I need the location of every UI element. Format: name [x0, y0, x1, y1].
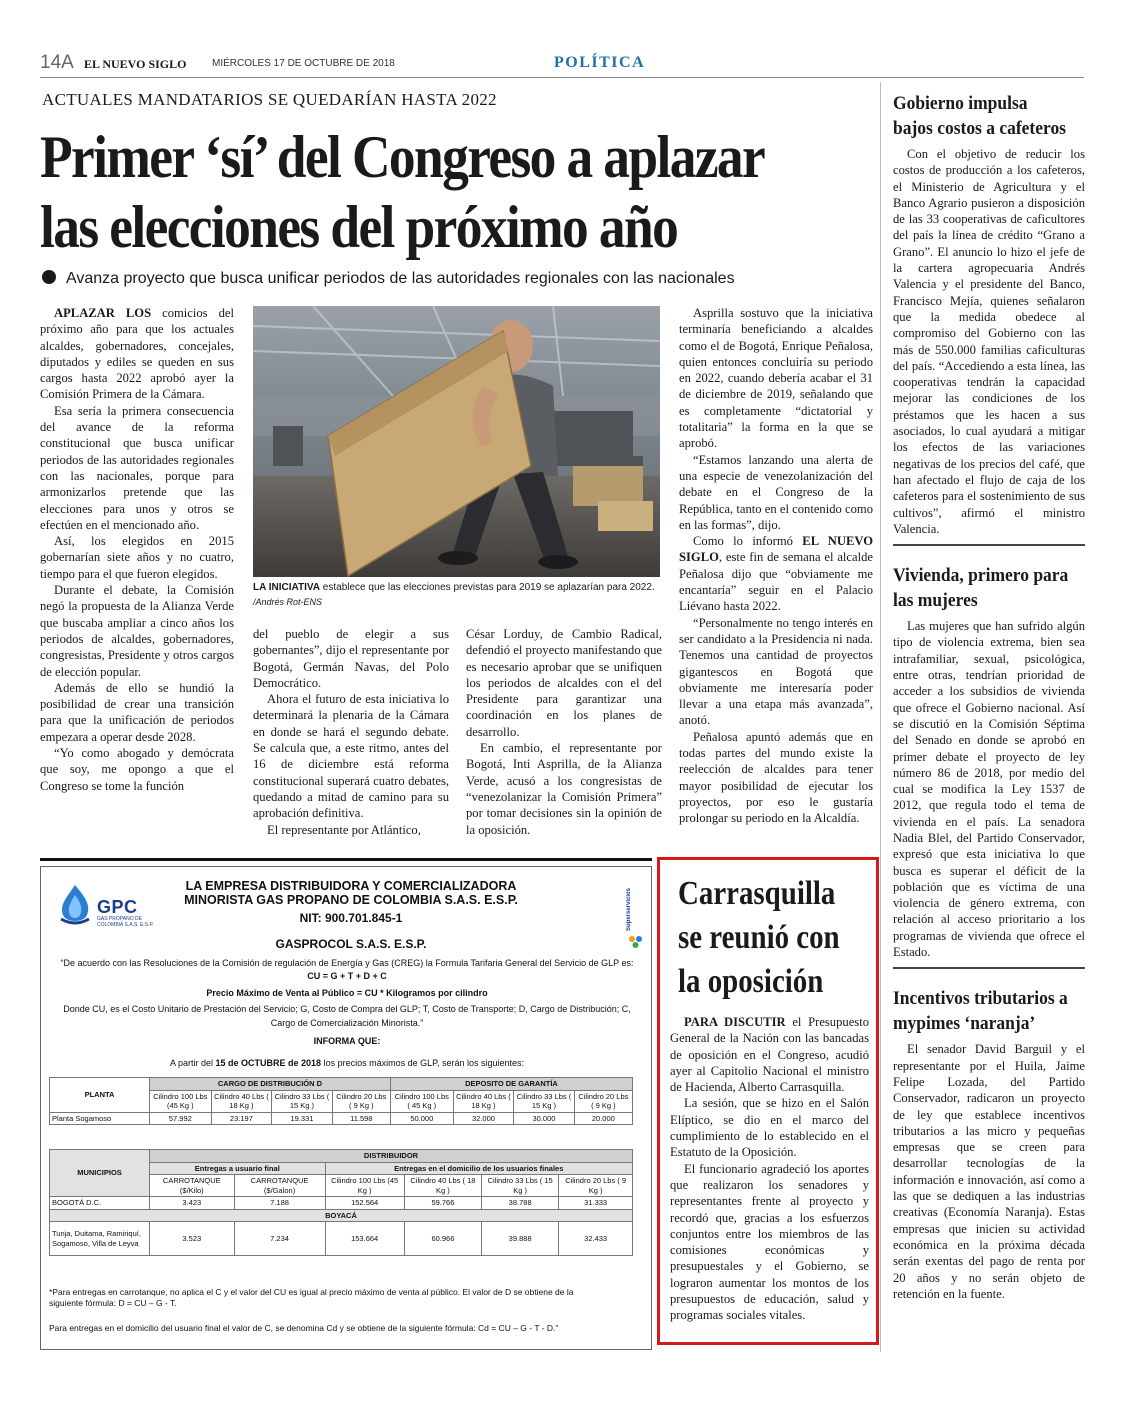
ad-definitions-2: Cargo de Comercialización Minorista.”	[270, 1018, 424, 1028]
issue-date: MIÉRCOLES 17 DE OCTUBRE DE 2018	[212, 58, 395, 69]
text: los precios máximos de GLP, serán los siguientes:	[321, 1058, 524, 1068]
paragraph-text: , este fin de semana el alcalde Peñalosa dijo que “obviamente me encantaría” seguir en el Palacio Liévano hasta 2022.	[679, 550, 873, 614]
article-column-4	[679, 305, 873, 827]
column-header: Cilindro 20 Lbs ( 9 Kg )	[559, 1175, 633, 1197]
brief-title: Vivienda, primero para las mujeres	[893, 565, 1069, 612]
paragraph: El funcionario agradeció los aportes que realizaron los senadores y representantes frente al proyecto y recordó que, gracias a los esfuerzos conjuntos entre los miembros de las comisiones económicas y presupuestales y el Gobierno, se lograron aumentar los montos de los presupuestos de educación, salud y programas sociales vitales.	[670, 1161, 869, 1323]
brief-separator	[893, 544, 1085, 546]
photo-credit: /Andrés Rot-ENS	[253, 597, 323, 607]
column-header: Cilindro 40 Lbs ( 18 Kg )	[453, 1090, 514, 1112]
paragraph: Durante el debate, la Comisión negó la propuesta de la Alianza Verde que buscaba ampliar a cinco años los periodos de alcaldes, gobernadores, congresistas, Presidente y otros cargos de elección popular.	[40, 583, 234, 679]
paragraph: La sesión, que se hizo en el Salón Elíptico, se dio en el marco del cumplimiento de lo establecido en el Estatuto de la Oposición.	[670, 1096, 869, 1160]
subhead-text: Avanza proyecto que busca unificar periodos de las autoridades regionales con las nacionales	[66, 270, 735, 287]
table-cell: 3.423	[150, 1197, 235, 1210]
article-column-3	[466, 626, 662, 838]
brief-tax-incentives	[893, 977, 1085, 1302]
boxed-article	[657, 857, 879, 1345]
table-cell: 7.188	[234, 1197, 325, 1210]
article-column-1	[40, 305, 234, 794]
paragraph: Esa sería la primera consecuencia del avance de la reforma constitucional que busca unificar periodos de las autoridades regionales con las nacionales, porque para armonizarlos pretende que las elecciones para unos y otros se efectúen en el mencionado año.	[40, 403, 234, 532]
headline-line-2: las elecciones del próximo año	[40, 194, 678, 260]
ad-informa: INFORMA QUE:	[313, 1036, 381, 1046]
column-header: Cilindro 100 Lbs (45 Kg )	[150, 1090, 212, 1112]
logo-subtitle: GAS PROPANO DE COLOMBIA S.A.S. E.S.P.	[97, 916, 154, 928]
flame-icon	[57, 883, 93, 927]
paragraph: “Personalmente no tengo interés en ser candidato a la Presidencia ni nada. Tenemos una cantidad de proyectos gigantescos en Bogotá que obviamente me interesaría poder llevar a una etapa más avanzada”, anotó.	[679, 615, 873, 728]
table-cell: 31.333	[559, 1197, 633, 1210]
column-header: Cilindro 33 Lbs ( 15 Kg )	[482, 1175, 559, 1197]
column-header: Cilindro 33 Lbs ( 15 Kg )	[272, 1090, 333, 1112]
caption-lead: LA INICIATIVA	[253, 582, 321, 593]
table-cell: 7.234	[234, 1222, 325, 1256]
table-cell: 57.992	[150, 1112, 212, 1125]
column-header: Cilindro 20 Lbs ( 9 Kg )	[332, 1090, 390, 1112]
page-header	[40, 52, 1084, 78]
brief-text: Las mujeres que han sufrido algún tipo de violencia extrema, bien sea intrafamiliar, sexual, psicológica, entre otras, tendrían prioridad de acceder a los subsidios de vivienda que ofrece el Gobierno nacional. Así se discutió en la Comisión Séptima del Senado en donde se aprobó en primer debate el proyecto de ley número 86 de 2018, por medio del cual se modifica la Ley 1537 de 2012, que regula todo el tema de vivienda en el país. La senadora Nadia Blel, del Partido Conservador, expresó que esta iniciativa lo que busca es superar el déficit de la población que es víctima de una violencia de género extrema, con relación al acceso prioritario a los programas de vivienda que ofrece el Estado.	[893, 619, 1085, 960]
photo-illustration	[253, 306, 660, 577]
heading-line: MINORISTA GAS PROPANO DE COLOMBIA S.A.S. E.S.P.	[184, 893, 518, 907]
table-cell: 11.598	[332, 1112, 390, 1125]
row-label: Planta Sogamoso	[50, 1112, 150, 1125]
table-cell: 3.523	[150, 1222, 235, 1256]
text: A partir del	[169, 1058, 216, 1068]
table-row	[50, 1112, 633, 1125]
paragraph: Asprilla sostuvo que la iniciativa terminaría beneficiando a alcaldes como el de Bogotá, Enrique Peñalosa, quien entonces concluiría su periodo en 2022, cuando debería acabar el 31 de diciembre de 2019, señalando que es completamente “dictatorial y totalitaria” la forma en la que se aprobó.	[679, 306, 873, 451]
column-header: Cilindro 100 Lbs (45 Kg )	[325, 1175, 404, 1197]
table-cell: 19.331	[272, 1112, 333, 1125]
ad-note-1	[49, 1287, 643, 1309]
table-header: Entregas en el domicilio de los usuarios finales	[325, 1162, 632, 1175]
ad-company: GASPROCOL S.A.S. E.S.P.	[275, 937, 427, 951]
paragraph: Ahora el futuro de esta iniciativa lo determinará la plenaria de la Cámara en donde se hará el segundo debate. Se calcula que, a este ritmo, antes del 16 de diciembre está reforma constitucional superará cuatro debates, quedando a mitad de camino para su aprobación definitiva.	[253, 692, 449, 821]
table-cell: 152.564	[325, 1197, 404, 1210]
brief-separator	[893, 967, 1085, 969]
table-header: Entregas a usuario final	[150, 1162, 326, 1175]
ad-note-2: Para entregas en el domicilio del usuario final el valor de C, se denomina Cd y se obtiene de la siguiente fórmula: Cd = CU – G - T - D.”	[49, 1323, 559, 1333]
logo-name: GPC	[97, 897, 138, 917]
newspaper-name: EL NUEVO SIGLO	[84, 57, 187, 71]
caption-text: establece que las elecciones previstas para 2019 se aplazarían para 2022.	[320, 582, 655, 593]
paragraph	[670, 1014, 869, 1095]
title-line: Carrasquilla	[678, 875, 836, 912]
heading-line: LA EMPRESA DISTRIBUIDORA Y COMERCIALIZADORA	[185, 879, 517, 893]
row-label: BOGOTÁ D.C.	[50, 1197, 150, 1210]
note-line: *Para entregas en carrotanque, no aplica el C y el valor del CU es igual al precio máximo de venta al público. El valor de D se obtiene de la	[49, 1287, 574, 1297]
paragraph: Así, los elegidos en 2015 gobernarían siete años y no cuatro, tiempo para el que fueron elegidos.	[40, 534, 234, 581]
gas-price-notice	[40, 866, 652, 1350]
superservicios-text: Superservicios	[626, 887, 632, 931]
effective-date: 15 de OCTUBRE de 2018	[215, 1058, 322, 1068]
paragraph: “Yo como abogado y demócrata que soy, me opongo a que el Congreso se tome la función	[40, 746, 234, 793]
column-header: Cilindro 33 Lbs ( 15 Kg )	[514, 1090, 575, 1112]
paragraph: César Lorduy, de Cambio Radical, defendió el proyecto manifestando que es necesario aprobar que se unifiquen los periodos de alcaldes con el del Presidente para garantizar una coordinación en los planes de desarrollo.	[466, 627, 662, 739]
page-number: 14A	[40, 52, 74, 73]
paragraph-text: el Presupuesto General de la Nación con las bancadas de oposición en el Congreso, acudió ayer al Capitolio Nacional el ministro de Hacienda, Alberto Carrasquilla.	[670, 1015, 869, 1095]
paragraph: Peñalosa apuntó además que en todas partes del mundo existe la reelección de alcaldes para tener mayor posibilidad de ejecutar los proyectos, por eso le gustaría prolongar su periodo en la Alcaldía.	[679, 729, 873, 826]
headline-line-1: Primer ‘sí’ del Congreso a aplazar	[40, 124, 765, 190]
section-name: POLÍTICA	[554, 54, 646, 71]
region-header: BOYACÁ	[50, 1209, 633, 1222]
paragraph: El representante por Atlántico,	[267, 822, 421, 837]
brief-title: Incentivos tributarios a mypimes ‘naranja’	[893, 988, 1068, 1035]
paragraph-text: comicios del próximo año para que los actuales alcaldes, gobernadores, concejales, diputados y ediles se queden en sus cargos hasta 2022 aprobó ayer la Comisión Primera de la Cámara.	[40, 306, 234, 402]
article-photo	[253, 306, 660, 577]
table-cell: 59.766	[404, 1197, 481, 1210]
brief-title: Gobierno impulsa bajos costos a cafeteros	[893, 93, 1066, 139]
sidebar-briefs	[880, 82, 1085, 1352]
ad-date-line	[47, 1057, 647, 1069]
brief-text: El senador David Barguil y el representante por el Huila, Jaime Felipe Lozada, del Partido Conservador, radicaron un proyecto de ley que establece incentivos tributarios a las micro y pequeñas empresas que se creen para desarrollar tecnologías de la información e innovación, así como a las que se dediquen a las industrias creativas (Economía Naranja). Estas empresas que inicien su actividad económica en la próxima década serán exentas del pago de renta por 20 años y no serán objeto de retención en la fuente.	[893, 1042, 1085, 1301]
table-cell: 60.966	[404, 1222, 481, 1256]
article-subhead	[42, 270, 872, 288]
lead-in: PARA DISCUTIR	[684, 1015, 786, 1029]
photo-caption	[253, 581, 660, 610]
note-line: siguiente fórmula: D = CU – G - T.	[49, 1298, 177, 1308]
table-header: DEPOSITO DE GARANTÍA	[390, 1078, 632, 1091]
column-header: Cilindro 40 Lbs ( 18 Kg )	[404, 1175, 481, 1197]
table-row	[50, 1197, 633, 1210]
title-line: se reunió con	[678, 919, 840, 956]
column-header: CARROTANQUE ($/Kilo)	[150, 1175, 235, 1197]
table-header: PLANTA	[50, 1078, 150, 1113]
column-header: Cilindro 20 Lbs ( 9 Kg )	[574, 1090, 632, 1112]
ad-nit: NIT: 900.701.845-1	[299, 911, 403, 925]
title-line: la oposición	[678, 963, 824, 1000]
ad-intro: “De acuerdo con las Resoluciones de la Comisión de regulación de Energía y Gas (CREG) la Formula Tarifaria General del Servicio de GLP es:	[60, 958, 634, 968]
table-header: DISTRIBUIDOR	[150, 1150, 633, 1163]
table-cell: 50.000	[390, 1112, 453, 1125]
table-cell: 20.000	[574, 1112, 632, 1125]
ad-top-rule	[40, 858, 652, 861]
paragraph-text: Como lo informó	[693, 534, 803, 549]
table-cell: 38.788	[482, 1197, 559, 1210]
plant-prices-table	[49, 1077, 633, 1125]
row-label: Tunja, Duitama, Ramiriquí, Sogamoso, Villa de Leyva	[50, 1222, 150, 1256]
brief-coffee	[893, 82, 1085, 546]
ad-formula: CU = G + T + D + C	[307, 971, 387, 981]
column-header: Cilindro 40 Lbs ( 18 Kg )	[211, 1090, 272, 1112]
newspaper-mention: EL NUEVO SIGLO	[679, 534, 874, 565]
article-column-2	[253, 626, 449, 838]
table-header: CARGO DE DISTRIBUCIÓN D	[150, 1078, 391, 1091]
lead-in: APLAZAR LOS	[54, 306, 152, 320]
boxed-article-title	[678, 872, 848, 1004]
ad-heading	[161, 879, 541, 907]
brief-housing	[893, 554, 1085, 969]
superservicios-logo	[626, 877, 646, 947]
paragraph	[679, 533, 873, 614]
paragraph: “Estamos lanzando una alerta de una especie de venezolanización del debate en el Congreso de la República, tanto en el contenido como en las formas”, dijo.	[679, 452, 873, 532]
boxed-article-body	[670, 1014, 869, 1324]
superservicios-icon	[628, 935, 644, 949]
brief-text: Con el objetivo de reducir los costos de producción a los cafeteros, el Ministerio de Agricultura y el Banco Agrario pusieron a disposición de las 33 cooperativas de caficultores del país la línea de crédito “Grano a Grano”. El anuncio lo hizo el jefe de la cartera agropecuaria Andrés Valencia y el presidente del Banco, Francisco Mejía, quienes señalaron que la medida obedece al compromiso del Gobierno con las más de 550.000 familias caficulturas del país. “Accediendo a esta línea, las cooperativas tendrán la capacidad mejorar las condiciones de los préstamos que les hacen a sus asociados, lo cual ayudará a mitigar los efectos de las variaciones negativas de los precios del café, que han afectado el flujo de caja de los cafeteros para el sostenimiento de sus cultivos”, afirmó el ministro Valencia.	[893, 147, 1085, 536]
article-headline	[40, 122, 779, 262]
table-header: MUNICIPIOS	[50, 1150, 150, 1197]
paragraph	[40, 305, 234, 403]
table-cell: 32.433	[559, 1222, 633, 1256]
distributor-prices-table	[49, 1149, 633, 1256]
paragraph: del pueblo de elegir a sus gobernantes”, dijo el representante por Bogotá, Germán Navas, del Polo Democrático.	[253, 627, 449, 690]
gpc-logo	[57, 879, 177, 939]
table-row	[50, 1222, 633, 1256]
table-cell: 153.664	[325, 1222, 404, 1256]
paragraph: Además de ello se hundió la posibilidad de crear una transición para que la unificación de periodos empezara a operar desde 2028.	[40, 680, 234, 744]
table-cell: 32.000	[453, 1112, 514, 1125]
ad-price-formula: Precio Máximo de Venta al Público = CU * Kilogramos por cilindro	[206, 988, 488, 998]
paragraph: En cambio, el representante por Bogotá, Inti Asprilla, de la Alianza Verde, acusó a los congresistas de “venezolanizar la Comisión Primera” por tomar decisiones sin la opinión de la oposición.	[466, 741, 662, 837]
column-header: CARROTANQUE ($/Galon)	[234, 1175, 325, 1197]
column-header: Cilindro 100 Lbs ( 45 Kg )	[390, 1090, 453, 1112]
table-cell: 30.000	[514, 1112, 575, 1125]
article-kicker: ACTUALES MANDATARIOS SE QUEDARÍAN HASTA 2022	[42, 90, 497, 109]
ad-definitions-1: Donde CU, es el Costo Unitario de Prestación del Servicio; G, Costo de Compra del GLP; T, Costo de Transporte; D, Cargo de Distribución; C,	[63, 1004, 631, 1014]
table-cell: 23.197	[211, 1112, 272, 1125]
table-cell: 39.888	[482, 1222, 559, 1256]
bullet-icon	[42, 270, 56, 284]
